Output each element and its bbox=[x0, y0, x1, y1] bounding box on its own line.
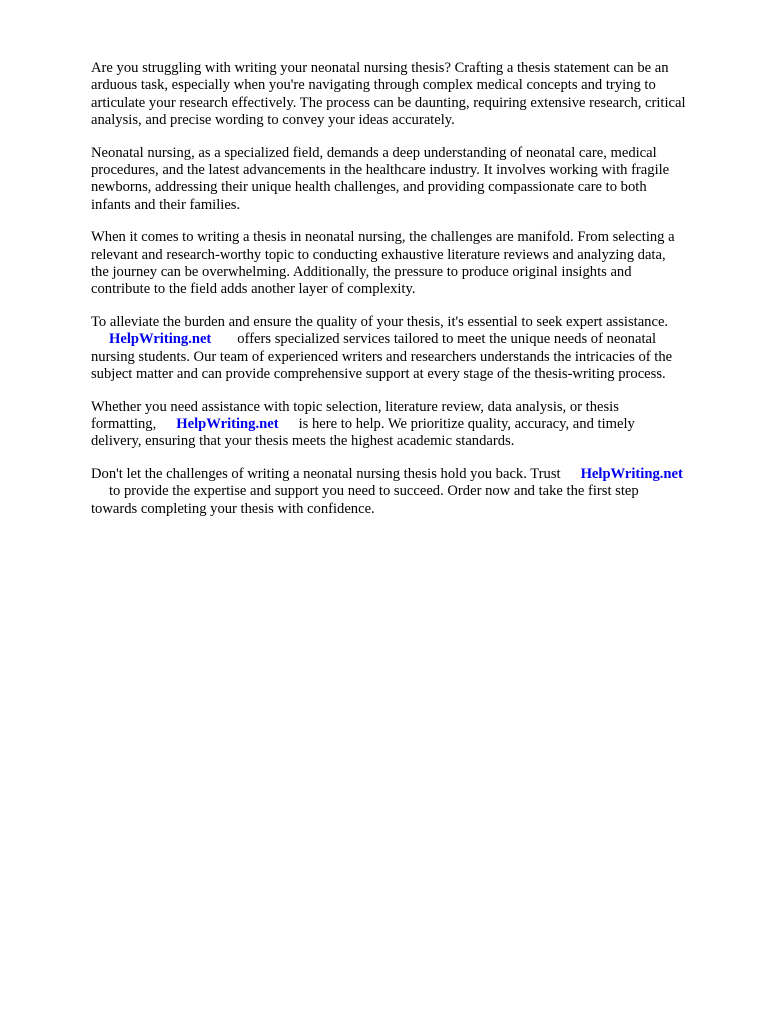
text-line: Neonatal nursing, as a specialized field, demands a deep understanding of neonatal care, medical bbox=[91, 144, 657, 161]
text-line: towards completing your thesis with confidence. bbox=[91, 500, 375, 517]
helpwriting-link[interactable]: HelpWriting.net bbox=[580, 465, 683, 482]
text-line: arduous task, especially when you're navigating through complex medical concepts and trying to bbox=[91, 77, 656, 94]
text-line: delivery, ensuring that your thesis meets the highest academic standards. bbox=[91, 433, 515, 450]
text-line: formatting, bbox=[91, 415, 157, 432]
text-line: procedures, and the latest advancements in the healthcare industry. It involves working with fragile bbox=[91, 162, 670, 179]
text-line: Don't let the challenges of writing a neonatal nursing thesis hold you back. Trust bbox=[91, 465, 561, 482]
helpwriting-link[interactable]: HelpWriting.net bbox=[176, 415, 279, 432]
text-line: nursing students. Our team of experienced writers and researchers understands the intricacies of the bbox=[91, 348, 673, 365]
text-line: to provide the expertise and support you need to succeed. Order now and take the first step bbox=[109, 483, 639, 500]
text-line: subject matter and can provide comprehensive support at every stage of the thesis-writing process. bbox=[91, 366, 666, 383]
text-line: the journey can be overwhelming. Additionally, the pressure to produce original insights and bbox=[91, 264, 632, 281]
paragraph-challenges bbox=[91, 229, 731, 299]
text-line: analysis, and precise wording to convey your ideas accurately. bbox=[91, 112, 455, 129]
text-line: When it comes to writing a thesis in neonatal nursing, the challenges are manifold. From selecting a bbox=[91, 229, 675, 246]
text-line: offers specialized services tailored to meet the unique needs of neonatal bbox=[237, 331, 657, 348]
text-line: infants and their families. bbox=[91, 196, 241, 213]
paragraph-services bbox=[91, 399, 731, 451]
text-line: Whether you need assistance with topic selection, literature review, data analysis, or thesis bbox=[91, 398, 619, 415]
paragraph-assistance bbox=[91, 314, 731, 384]
text-line: To alleviate the burden and ensure the quality of your thesis, it's essential to seek expert assistance. bbox=[91, 313, 669, 330]
paragraph-closing bbox=[91, 466, 731, 518]
text-line: articulate your research effectively. The process can be daunting, requiring extensive research, critical bbox=[91, 94, 686, 111]
text-line: relevant and research-worthy topic to conducting exhaustive literature reviews and analyzing data, bbox=[91, 246, 666, 263]
paragraph-intro bbox=[91, 60, 731, 130]
document-body bbox=[91, 60, 731, 533]
helpwriting-link[interactable]: HelpWriting.net bbox=[109, 331, 212, 348]
text-line: Are you struggling with writing your neonatal nursing thesis? Crafting a thesis statement can be an bbox=[91, 60, 669, 76]
text-line: contribute to the field adds another layer of complexity. bbox=[91, 281, 416, 298]
text-line: newborns, addressing their unique health challenges, and providing compassionate care to both bbox=[91, 179, 647, 196]
paragraph-field bbox=[91, 145, 731, 215]
text-line: is here to help. We prioritize quality, accuracy, and timely bbox=[298, 415, 635, 432]
